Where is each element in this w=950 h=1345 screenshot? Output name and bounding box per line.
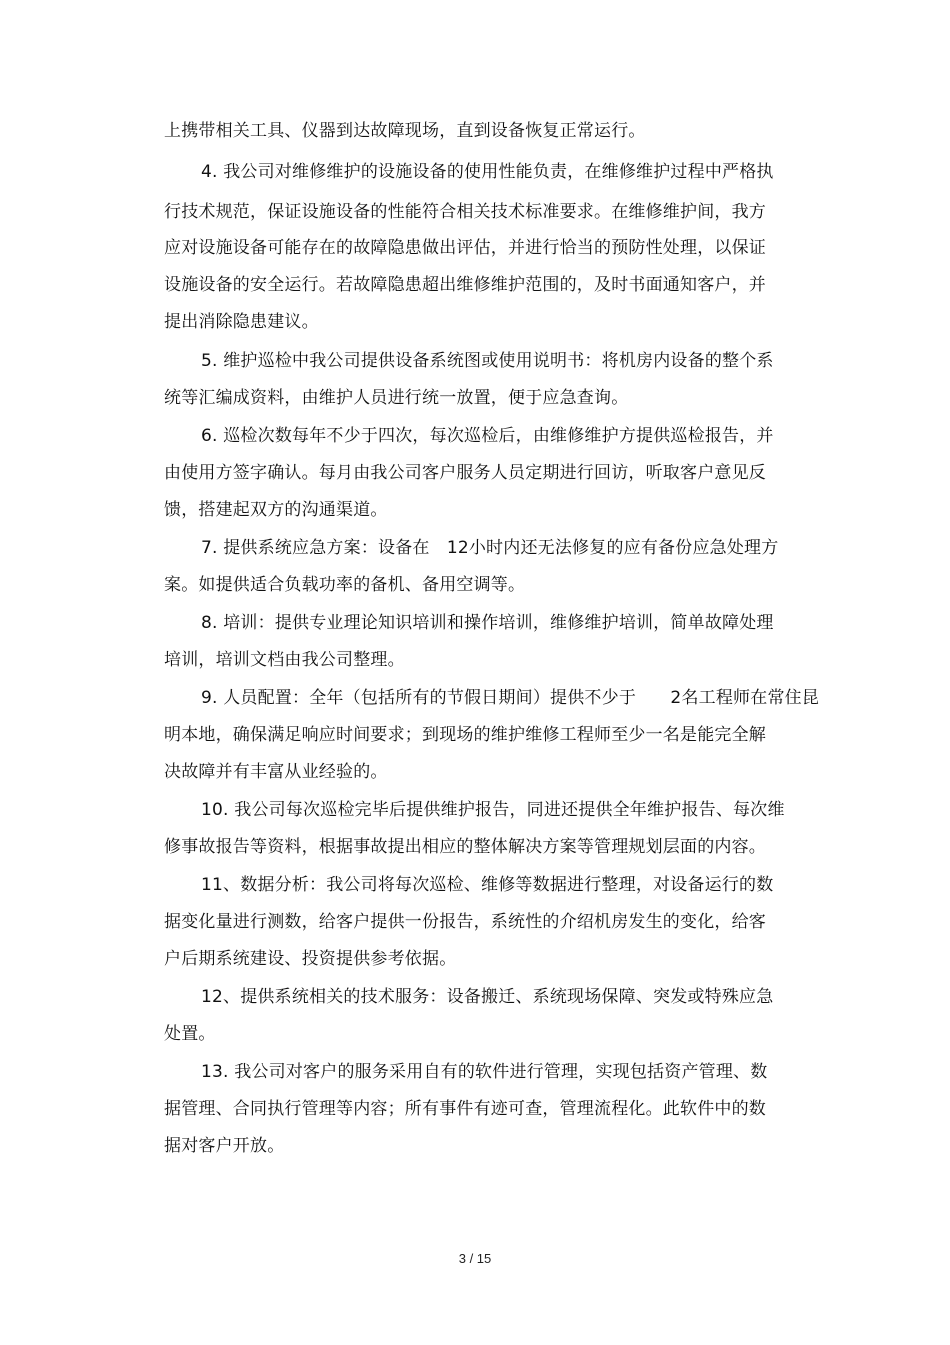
paragraph-line: 12、提供系统相关的技术服务：设备搬迁、系统现场保障、突发或特殊应急 <box>201 987 774 1007</box>
paragraph-line: 5. 维护巡检中我公司提供设备系统图或使用说明书：将机房内设备的整个系 <box>201 351 774 371</box>
paragraph-line: 明本地，确保满足响应时间要求；到现场的维护维修工程师至少一名是能完全解 <box>164 725 766 745</box>
paragraph-line: 案。如提供适合负载功率的备机、备用空调等。 <box>164 575 526 595</box>
paragraph-line: 7. 提供系统应急方案：设备在 12小时内还无法修复的应有备份应急处理方 <box>201 538 779 558</box>
paragraph-line: 修事故报告等资料，根据事故提出相应的整体解决方案等管理规划层面的内容。 <box>164 837 766 857</box>
paragraph-line: 6. 巡检次数每年不少于四次，每次巡检后，由维修维护方提供巡检报告，并 <box>201 426 774 446</box>
paragraph-line: 4. 我公司对维修维护的设施设备的使用性能负责，在维修维护过程中严格执 <box>201 162 774 182</box>
paragraph-line: 培训，培训文档由我公司整理。 <box>164 650 405 670</box>
paragraph-line: 由使用方签字确认。每月由我公司客户服务人员定期进行回访，听取客户意见反 <box>164 463 766 483</box>
paragraph-line: 据对客户开放。 <box>164 1136 285 1156</box>
paragraph-line: 统等汇编成资料，由维护人员进行统一放置，便于应急查询。 <box>164 388 629 408</box>
page-number: 3 / 15 <box>458 1251 492 1266</box>
paragraph-line: 10. 我公司每次巡检完毕后提供维护报告，同进还提供全年维护报告、每次维 <box>201 800 785 820</box>
paragraph-line: 上携带相关工具、仪器到达故障现场，直到设备恢复正常运行。 <box>164 121 646 141</box>
paragraph-line: 9. 人员配置：全年（包括所有的节假日期间）提供不少于 2名工程师在常住昆 <box>201 688 820 708</box>
paragraph-line: 设施设备的安全运行。若故障隐患超出维修维护范围的，及时书面通知客户，并 <box>164 275 766 295</box>
paragraph-line: 13. 我公司对客户的服务采用自有的软件进行管理，实现包括资产管理、数 <box>201 1062 768 1082</box>
paragraph-line: 提出消除隐患建议。 <box>164 312 319 332</box>
paragraph-line: 馈，搭建起双方的沟通渠道。 <box>164 500 388 520</box>
paragraph-line: 11、数据分析：我公司将每次巡检、维修等数据进行整理，对设备运行的数 <box>201 875 774 895</box>
paragraph-line: 行技术规范，保证设施设备的性能符合相关技术标准要求。在维修维护间，我方 <box>164 202 766 222</box>
paragraph-line: 据变化量进行测数，给客户提供一份报告，系统性的介绍机房发生的变化，给客 <box>164 912 766 932</box>
paragraph-line: 据管理、合同执行管理等内容；所有事件有迹可查，管理流程化。此软件中的数 <box>164 1099 766 1119</box>
paragraph-line: 应对设施设备可能存在的故障隐患做出评估，并进行恰当的预防性处理，以保证 <box>164 238 766 258</box>
paragraph-line: 处置。 <box>164 1024 216 1044</box>
paragraph-line: 8. 培训：提供专业理论知识培训和操作培训，维修维护培训，简单故障处理 <box>201 613 774 633</box>
paragraph-line: 决故障并有丰富从业经验的。 <box>164 762 388 782</box>
paragraph-line: 户后期系统建设、投资提供参考依据。 <box>164 949 457 969</box>
